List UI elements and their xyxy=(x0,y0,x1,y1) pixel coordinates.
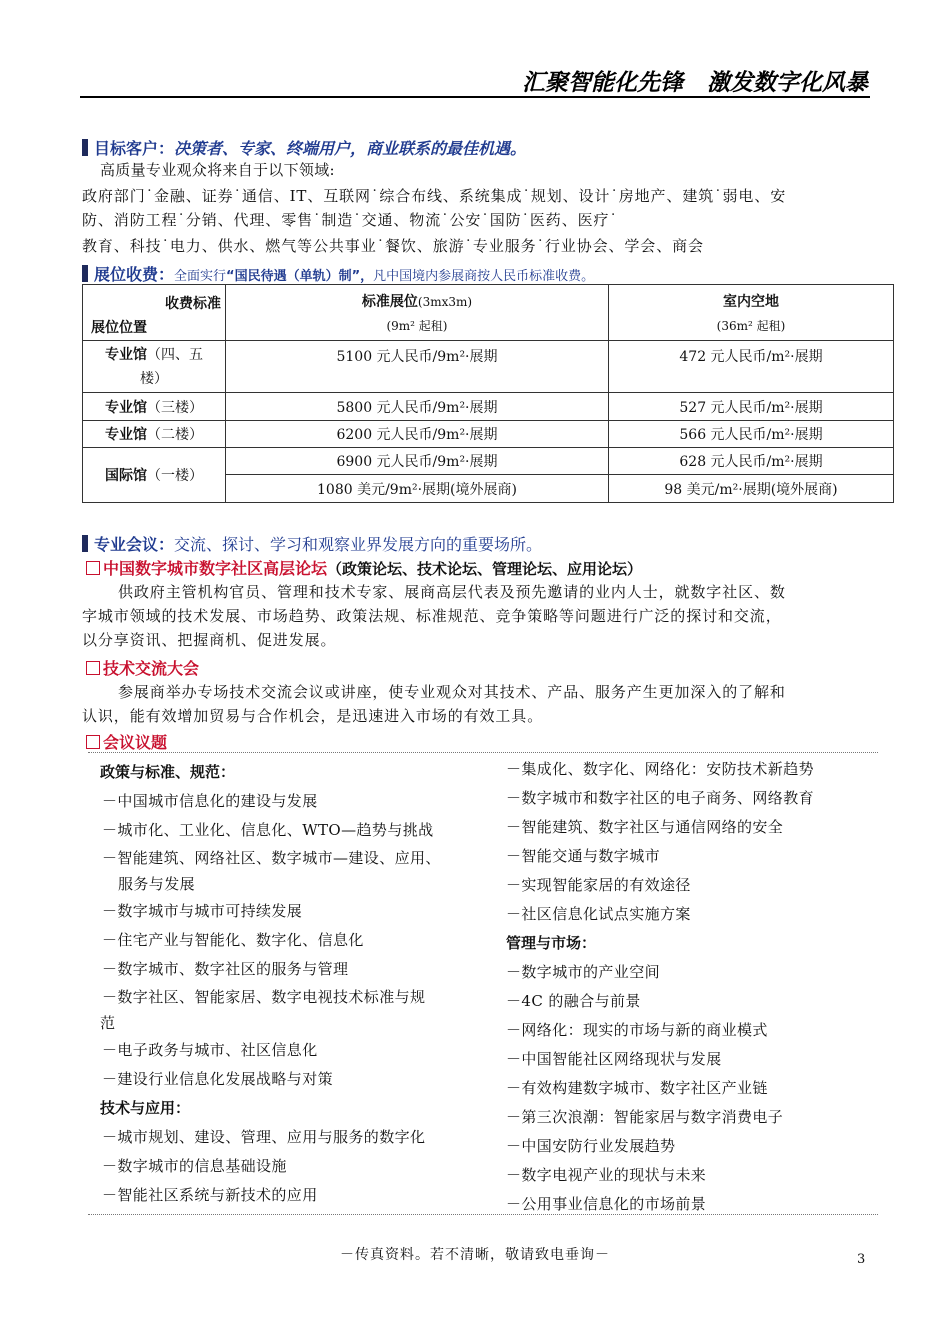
checkbox-icon xyxy=(86,561,100,575)
topic-item: －网络化：现实的市场与新的商业模式 xyxy=(506,1021,768,1039)
tech-conference-title: 技术交流大会 xyxy=(103,659,200,678)
tech-conference-line-2: 认识，能有效增加贸易与合作机会，是迅速进入市场的有效工具。 xyxy=(82,707,544,725)
topic-item: －数字城市和数字社区的电子商务、网络教育 xyxy=(506,789,815,807)
forum-paragraph-line-3: 以分享资讯、把握商机、促进发展。 xyxy=(82,631,337,649)
fee-row xyxy=(83,421,894,448)
forum-subtitle: （政策论坛、技术论坛、管理论坛、应用论坛） xyxy=(327,560,643,578)
fee-table xyxy=(82,284,894,503)
checkbox-icon xyxy=(86,661,100,675)
topic-item: －集成化、数字化、网络化：安防技术新趋势 xyxy=(506,760,815,778)
forum-paragraph-line-2: 字城市领域的技术发展、市场趋势、政策法规、标准规范、竞争策略等问题进行广泛的探讨和交流， xyxy=(82,607,782,625)
topic-item: －实现智能家居的有效途径 xyxy=(506,876,691,894)
fee-table-header-row xyxy=(83,285,894,341)
forum-title: 中国数字城市数字社区高层论坛 xyxy=(103,559,328,578)
indoor-space-header-cell xyxy=(609,285,894,341)
fee-standard-header: 收费标准 xyxy=(165,296,221,312)
hall-name: 专业馆 xyxy=(105,427,147,443)
target-customers-heading xyxy=(82,136,526,159)
booth-fees-desc-post: 凡中国境内参展商按人民币标准收费。 xyxy=(373,269,595,284)
topic-item: －公用事业信息化的市场前景 xyxy=(506,1195,707,1213)
tech-conference-heading xyxy=(86,656,199,679)
standard-booth-price: 5800 元人民币/9m²·展期 xyxy=(226,393,609,421)
section-marker-icon xyxy=(82,265,88,282)
checkbox-icon xyxy=(86,735,100,749)
topic-category: 管理与市场： xyxy=(506,934,597,952)
indoor-space-title: 室内空地 xyxy=(723,294,779,310)
hall-cell xyxy=(83,341,226,393)
hall-floor-cont: 楼） xyxy=(140,370,168,387)
forum-heading xyxy=(86,556,642,579)
standard-booth-min: (9m² 起租) xyxy=(386,319,448,333)
topic-item: －中国安防行业发展趋势 xyxy=(506,1137,676,1155)
indoor-space-price: 527 元人民币/m²·展期 xyxy=(609,393,894,421)
hall-floor: （四、五 xyxy=(147,346,203,363)
standard-booth-price: 5100 元人民币/9m²·展期 xyxy=(226,341,609,393)
fee-table-corner-cell xyxy=(83,285,226,341)
fee-row xyxy=(83,448,894,475)
forum-paragraph-line-1: 供政府主管机构官员、管理和技术专家、展商高层代表及预先邀请的业内人士，就数字社区、数 xyxy=(118,583,786,601)
topic-item: －建设行业信息化发展战略与对策 xyxy=(102,1070,334,1088)
topic-item-cont: 服务与发展 xyxy=(118,875,196,893)
hall-name: 专业馆 xyxy=(105,399,147,416)
booth-fees-label: 展位收费： xyxy=(94,265,175,284)
audience-fields-line-1: 政府部门˙金融、证券˙通信、IT、互联网˙综合布线、系统集成˙规划、设计˙房地产、建筑˙弱电、安 xyxy=(82,187,787,205)
hall-cell xyxy=(83,421,226,448)
topic-item: －数字城市、数字社区的服务与管理 xyxy=(102,960,349,978)
topics-bottom-divider xyxy=(88,1214,878,1215)
audience-fields-line-3: 教育、科技˙电力、供水、燃气等公共事业˙餐饮、旅游˙专业服务˙行业协会、学会、商会 xyxy=(82,237,704,255)
page-number: 3 xyxy=(857,1252,866,1267)
topic-item-cont: 范 xyxy=(100,1014,116,1032)
audience-intro: 高质量专业观众将来自于以下领域: xyxy=(100,161,335,179)
topic-item: －数字社区、智能家居、数字电视技术标准与规 xyxy=(102,988,426,1006)
standard-booth-price-foreign: 1080 美元/9m²·展期(境外展商) xyxy=(226,475,609,503)
hall-floor: （一楼） xyxy=(147,468,203,484)
professional-meetings-label: 专业会议： xyxy=(94,535,175,554)
topics-right-column xyxy=(506,755,814,1219)
indoor-space-price: 566 元人民币/m²·展期 xyxy=(609,421,894,448)
topic-item: －住宅产业与智能化、数字化、信息化 xyxy=(102,931,364,949)
section-marker-icon xyxy=(82,535,88,552)
target-customers-headline: 决策者、专家、终端用户，商业联系的最佳机遇。 xyxy=(174,139,527,158)
standard-booth-header-cell xyxy=(226,285,609,341)
topic-category: 技术与应用： xyxy=(100,1099,191,1117)
topics-left-column xyxy=(100,758,441,1210)
header-slogan: 汇聚智能化先锋 激发数字化风暴 xyxy=(521,70,868,96)
topic-item: －中国城市信息化的建设与发展 xyxy=(102,792,318,810)
fee-row xyxy=(83,393,894,421)
topic-item: －数字城市与城市可持续发展 xyxy=(102,902,303,920)
topic-item: －智能社区系统与新技术的应用 xyxy=(102,1186,318,1204)
indoor-space-price: 472 元人民币/m²·展期 xyxy=(609,341,894,393)
topic-item: －有效构建数字城市、数字社区产业链 xyxy=(506,1079,768,1097)
topic-item: －第三次浪潮：智能家居与数字消费电子 xyxy=(506,1108,784,1126)
professional-meetings-heading xyxy=(82,532,542,555)
topic-item: －数字电视产业的现状与未来 xyxy=(506,1166,707,1184)
topic-item: －中国智能社区网络现状与发展 xyxy=(506,1050,722,1068)
fee-row xyxy=(83,341,894,393)
topic-category: 政策与标准、规范： xyxy=(100,763,236,781)
booth-fees-desc-pre: 全面实行 xyxy=(174,269,227,284)
topic-item: －社区信息化试点实施方案 xyxy=(506,905,691,923)
booth-fees-heading xyxy=(82,262,594,285)
booth-location-header: 展位位置 xyxy=(91,320,147,336)
topic-item: －电子政务与城市、社区信息化 xyxy=(102,1041,318,1059)
standard-booth-price: 6200 元人民币/9m²·展期 xyxy=(226,421,609,448)
audience-fields-line-2: 防、消防工程˙分销、代理、零售˙制造˙交通、物流˙公安˙国防˙医药、医疗˙ xyxy=(82,211,618,229)
topic-item: －智能建筑、网络社区、数字城市—建设、应用、 xyxy=(102,849,441,867)
hall-cell xyxy=(83,393,226,421)
indoor-space-min: (36m² 起租) xyxy=(716,319,786,333)
hall-name: 国际馆 xyxy=(105,468,147,484)
topic-item: －智能交通与数字城市 xyxy=(506,847,661,865)
professional-meetings-desc: 交流、探讨、学习和观察业界发展方向的重要场所。 xyxy=(174,535,543,554)
hall-floor: （二楼） xyxy=(147,427,203,443)
topic-item: －城市化、工业化、信息化、WTO—趋势与挑战 xyxy=(102,821,434,839)
topic-item: －4C 的融合与前景 xyxy=(506,992,641,1010)
indoor-space-price-foreign: 98 美元/m²·展期(境外展商) xyxy=(609,475,894,503)
fax-note: －传真资料。若不清晰，敬请致电垂询－ xyxy=(340,1247,610,1263)
tech-conference-line-1: 参展商举办专场技术交流会议或讲座，使专业观众对其技术、产品、服务产生更加深入的了解和 xyxy=(118,683,786,701)
header-divider xyxy=(80,96,870,98)
meeting-topics-title: 会议议题 xyxy=(103,733,168,752)
booth-fees-desc-quote: “国民待遇（单轨）制”， xyxy=(226,269,374,284)
standard-booth-price: 6900 元人民币/9m²·展期 xyxy=(226,448,609,475)
section-marker-icon xyxy=(82,139,88,156)
meeting-topics-heading xyxy=(86,730,167,753)
standard-booth-title: 标准展位 xyxy=(361,294,418,310)
topic-item: －城市规划、建设、管理、应用与服务的数字化 xyxy=(102,1128,426,1146)
indoor-space-price: 628 元人民币/m²·展期 xyxy=(609,448,894,475)
target-customers-label: 目标客户： xyxy=(94,139,175,158)
hall-floor: （三楼） xyxy=(147,399,203,416)
topic-item: －智能建筑、数字社区与通信网络的安全 xyxy=(506,818,784,836)
standard-booth-size: (3mx3m) xyxy=(417,295,473,309)
topic-item: －数字城市的产业空间 xyxy=(506,963,661,981)
hall-name: 专业馆 xyxy=(105,346,147,363)
hall-cell xyxy=(83,448,226,503)
topic-item: －数字城市的信息基础设施 xyxy=(102,1157,287,1175)
topics-top-divider xyxy=(88,752,878,753)
